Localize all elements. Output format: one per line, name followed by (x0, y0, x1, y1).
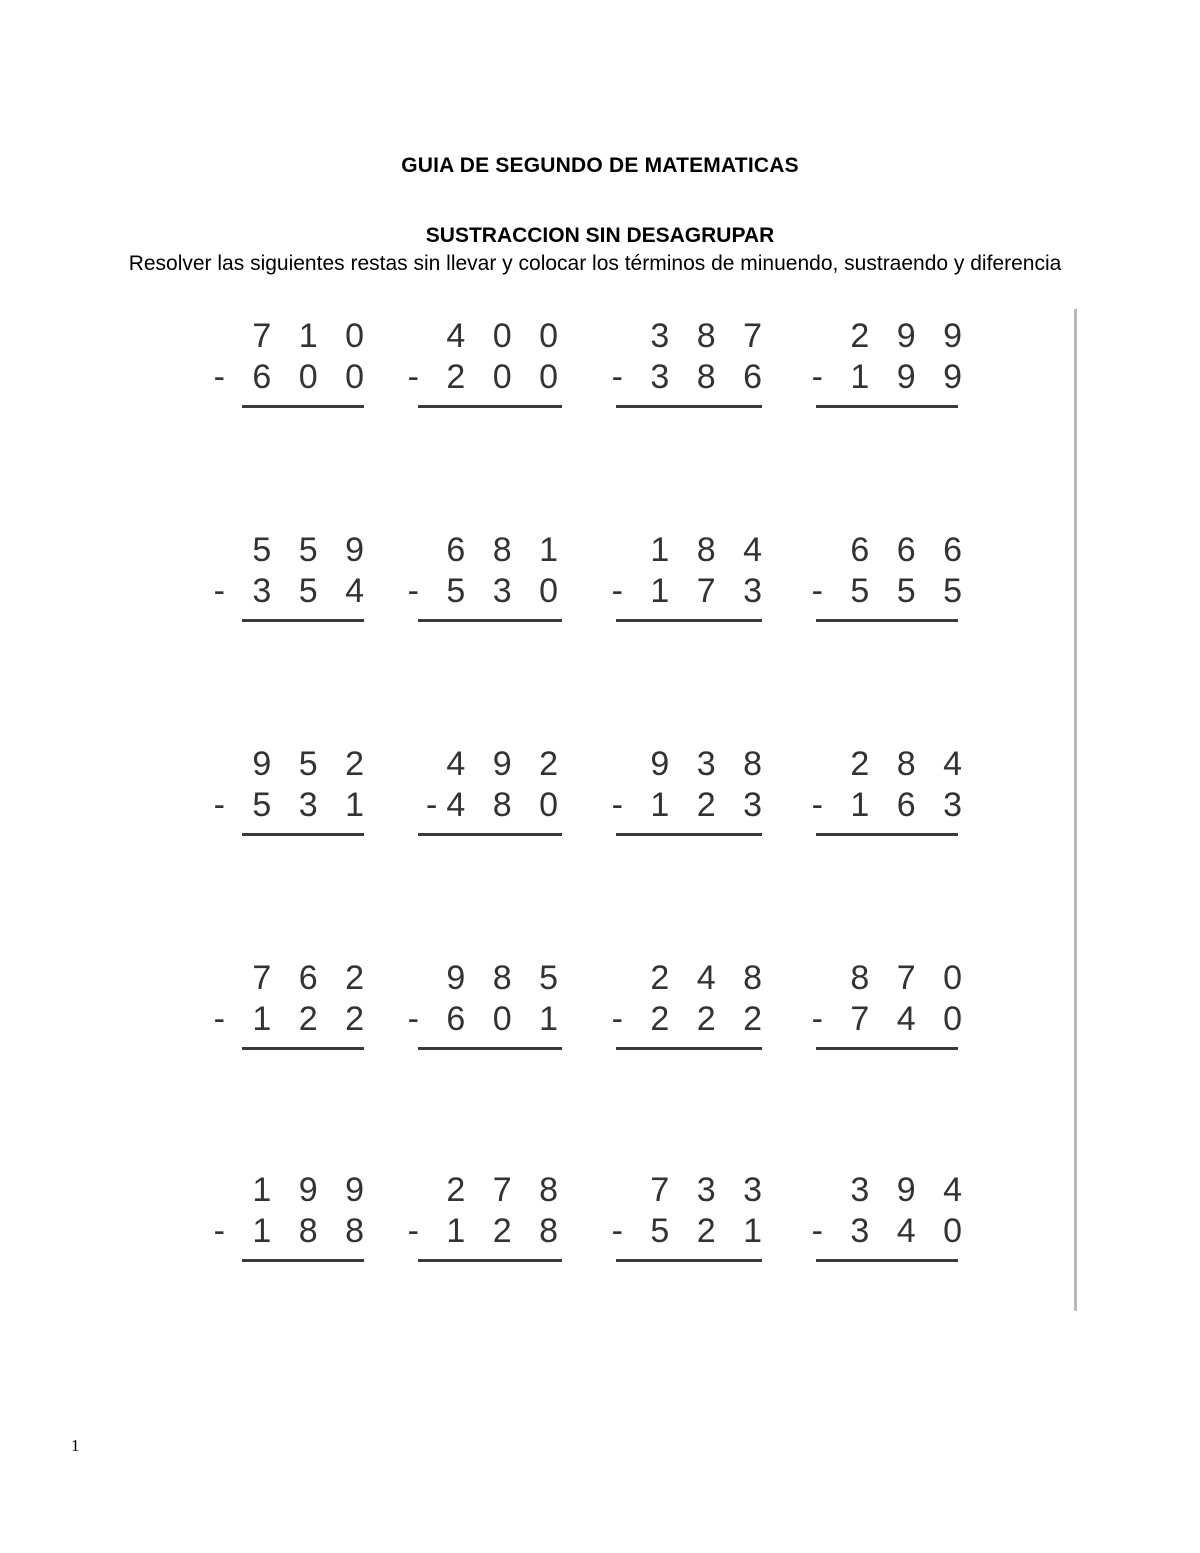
answer-line[interactable] (242, 1047, 364, 1050)
answer-line[interactable] (242, 619, 364, 622)
subtrahend: -4 8 0 (426, 786, 567, 824)
minuend: 1 8 4 (650, 531, 771, 569)
minuend: 1 9 9 (252, 1171, 373, 1209)
subtrahend: - 3 8 6 (611, 358, 771, 396)
subtrahend: - 1 7 3 (611, 572, 771, 610)
subtrahend: - 1 8 8 (213, 1212, 373, 1250)
subtraction-problem (602, 947, 771, 1057)
answer-line[interactable] (816, 1047, 958, 1050)
page-number: 1 (71, 1436, 80, 1455)
subtraction-problem (802, 305, 971, 415)
subtrahend: - 1 2 8 (407, 1212, 567, 1250)
subtrahend: - 5 3 0 (407, 572, 567, 610)
subtraction-problem (802, 1159, 971, 1269)
subtraction-problem (204, 519, 373, 629)
subtraction-problem (204, 305, 373, 415)
subtraction-problem (602, 733, 771, 843)
subtraction-problem (398, 947, 567, 1057)
subtrahend: - 6 0 0 (213, 358, 373, 396)
subtraction-worksheet (200, 305, 1080, 1315)
subtraction-problem (398, 1159, 567, 1269)
minuend: 3 8 7 (650, 317, 771, 355)
answer-line[interactable] (242, 405, 364, 408)
answer-line[interactable] (418, 1259, 562, 1262)
subtrahend: - 1 6 3 (811, 786, 971, 824)
minuend: 2 9 9 (850, 317, 971, 355)
subtrahend: - 2 0 0 (407, 358, 567, 396)
subtrahend: - 3 5 4 (213, 572, 373, 610)
subtrahend: - 1 2 2 (213, 1000, 373, 1038)
answer-line[interactable] (418, 1047, 562, 1050)
answer-line[interactable] (816, 1259, 958, 1262)
minuend: 2 7 8 (446, 1171, 567, 1209)
margin-divider-line (1074, 309, 1077, 1311)
answer-line[interactable] (816, 619, 958, 622)
subtrahend: - 7 4 0 (811, 1000, 971, 1038)
subtrahend: - 5 5 5 (811, 572, 971, 610)
answer-line[interactable] (242, 833, 364, 836)
subtrahend: - 6 0 1 (407, 1000, 567, 1038)
subtrahend: - 5 3 1 (213, 786, 373, 824)
subtraction-problem (802, 733, 971, 843)
minuend: 6 6 6 (850, 531, 971, 569)
answer-line[interactable] (418, 619, 562, 622)
minuend: 8 7 0 (850, 959, 971, 997)
answer-line[interactable] (616, 405, 762, 408)
minuend: 4 0 0 (446, 317, 567, 355)
answer-line[interactable] (616, 619, 762, 622)
subtraction-problem (602, 1159, 771, 1269)
subtraction-problem (802, 519, 971, 629)
answer-line[interactable] (816, 405, 958, 408)
answer-line[interactable] (418, 833, 562, 836)
minuend: 7 1 0 (252, 317, 373, 355)
minuend: 9 5 2 (252, 745, 373, 783)
subtrahend: - 2 2 2 (611, 1000, 771, 1038)
minuend: 2 8 4 (850, 745, 971, 783)
answer-line[interactable] (418, 405, 562, 408)
subtraction-problem (204, 733, 373, 843)
minuend: 6 8 1 (446, 531, 567, 569)
answer-line[interactable] (616, 1047, 762, 1050)
instructions-text: Resolver las siguientes restas sin llevar y colocar los términos de minuendo, sustraendo y diferencia (128, 252, 1062, 275)
subtraction-problem (398, 305, 567, 415)
minuend: 3 9 4 (850, 1171, 971, 1209)
minuend: 7 6 2 (252, 959, 373, 997)
subtraction-problem (602, 519, 771, 629)
answer-line[interactable] (242, 1259, 364, 1262)
subtraction-problem (398, 733, 567, 843)
minuend: 9 8 5 (446, 959, 567, 997)
page-title: GUIA DE SEGUNDO DE MATEMATICAS (401, 154, 799, 177)
subtrahend: - 5 2 1 (611, 1212, 771, 1250)
minuend: 4 9 2 (446, 745, 567, 783)
subtrahend: - 1 2 3 (611, 786, 771, 824)
minuend: 9 3 8 (650, 745, 771, 783)
minuend: 7 3 3 (650, 1171, 771, 1209)
subtrahend: - 3 4 0 (811, 1212, 971, 1250)
subtraction-problem (802, 947, 971, 1057)
subtraction-problem (204, 947, 373, 1057)
subtraction-problem (204, 1159, 373, 1269)
subtraction-problem (398, 519, 567, 629)
subtrahend: - 1 9 9 (811, 358, 971, 396)
subtraction-problem (602, 305, 771, 415)
section-subtitle: SUSTRACCION SIN DESAGRUPAR (425, 224, 775, 247)
answer-line[interactable] (816, 833, 958, 836)
answer-line[interactable] (616, 1259, 762, 1262)
answer-line[interactable] (616, 833, 762, 836)
minuend: 5 5 9 (252, 531, 373, 569)
minuend: 2 4 8 (650, 959, 771, 997)
